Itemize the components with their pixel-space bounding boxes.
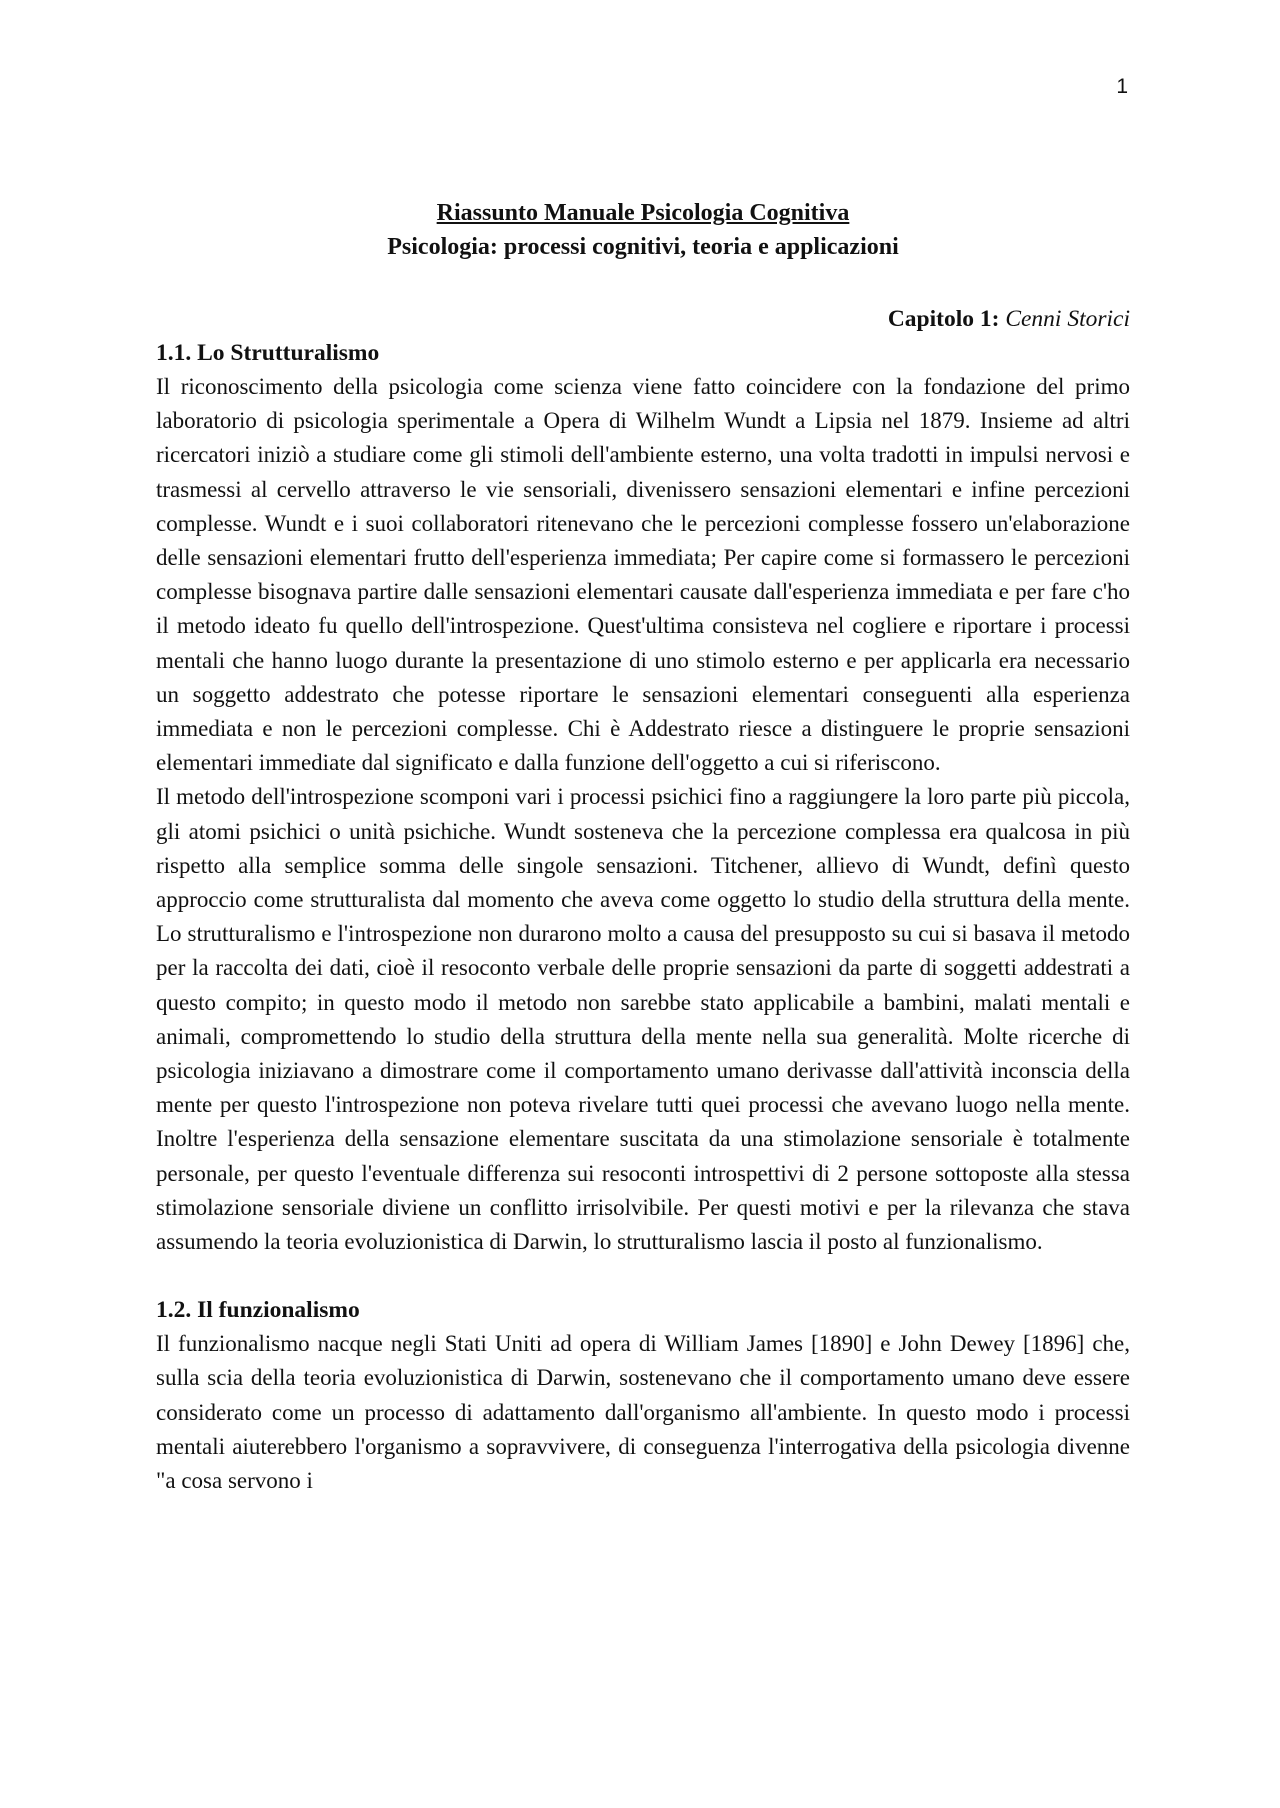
paragraph: Il riconoscimento della psicologia come scienza viene fatto coincidere con la fondazione del primo laboratorio di psicologia sperimentale a Opera di Wilhelm Wundt a Lipsia nel 1879. Insieme ad altri ricercatori iniziò a studiare come gli stimoli dell'ambiente esterno, una volta tradotti in impulsi nervosi e trasmessi al cervello attraverso le vie sensoriali, divenissero sensazioni elementari e infine percezioni complesse. Wundt e i suoi collaboratori ritenevano che le percezioni complesse fossero un'elaborazione delle sensazioni elementari frutto dell'esperienza immediata; Per capire come si formassero le percezioni complesse bisognava partire dalle sensazioni elementari causate dall'esperienza immediata e per fare c'ho il metodo ideato fu quello dell'introspezione. Quest'ultima consisteva nel cogliere e riportare i processi mentali che hanno luogo durante la presentazione di uno stimolo esterno e per applicarla era necessario un soggetto addestrato che potesse riportare le sensazioni elementari conseguenti alla esperienza immediata e non le percezioni complesse. Chi è Addestrato riesce a distinguere le proprie sensazioni elementari immediate dal significato e dalla funzione dell'oggetto a cui si riferiscono.	[156, 374, 1130, 776]
chapter-name: Cenni Storici	[1005, 306, 1130, 332]
chapter-heading	[156, 302, 1130, 336]
document-title: Riassunto Manuale Psicologia Cognitiva	[436, 200, 850, 226]
section-heading-strutturalismo: 1.1. Lo Strutturalismo	[156, 340, 380, 366]
paragraph: Il metodo dell'introspezione scomponi vari i processi psichici fino a raggiungere la loro parte più piccola, gli atomi psichici o unità psichiche. Wundt sosteneva che la percezione complessa era qualcosa in più rispetto alla semplice somma delle singole sensazioni. Titchener, allievo di Wundt, definì questo approccio come strutturalista dal momento che aveva come oggetto lo studio della struttura della mente. Lo strutturalismo e l'introspezione non durarono molto a causa del presupposto su cui si basava il metodo per la raccolta dei dati, cioè il resoconto verbale delle proprie sensazioni da parte di soggetti addestrati a questo compito; in questo modo il metodo non sarebbe stato applicabile a bambini, malati mentali e animali, compromettendo lo studio della struttura della mente nella sua generalità. Molte ricerche di psicologia iniziavano a dimostrare come il comportamento umano derivasse dall'attività inconscia della mente per questo l'introspezione non poteva rivelare tutti quei processi che avevano luogo nella mente. Inoltre l'esperienza della sensazione elementare suscitata da una stimolazione sensoriale è totalmente personale, per questo l'eventuale differenza sui resoconti introspettivi di 2 persone sottoposte alla stessa stimolazione sensoriale diviene un conflitto irrisolvibile. Per questi motivi e per la rilevanza che stava assumendo la teoria evoluzionistica di Darwin, lo strutturalismo lascia il posto al funzionalismo.	[156, 784, 1130, 1255]
page-number: 1	[1116, 75, 1128, 98]
document-body	[156, 196, 1130, 1498]
chapter-label: Capitolo 1:	[887, 306, 1006, 332]
section-heading-funzionalismo: 1.2. Il funzionalismo	[156, 1297, 360, 1324]
document-subtitle: Psicologia: processi cognitivi, teoria e applicazioni	[387, 234, 899, 260]
paragraph: Il funzionalismo nacque negli Stati Uniti ad opera di William James [1890] e John Dewey [1896] che, sulla scia della teoria evoluzionistica di Darwin, sostenevano che il comportamento umano deve essere considerato come un processo di adattamento dall'organismo all'ambiente. In questo modo i processi mentali aiuterebbero l'organismo a sopravvivere, di conseguenza l'interrogativa della psicologia divenne "a cosa servono i	[156, 1331, 1130, 1494]
